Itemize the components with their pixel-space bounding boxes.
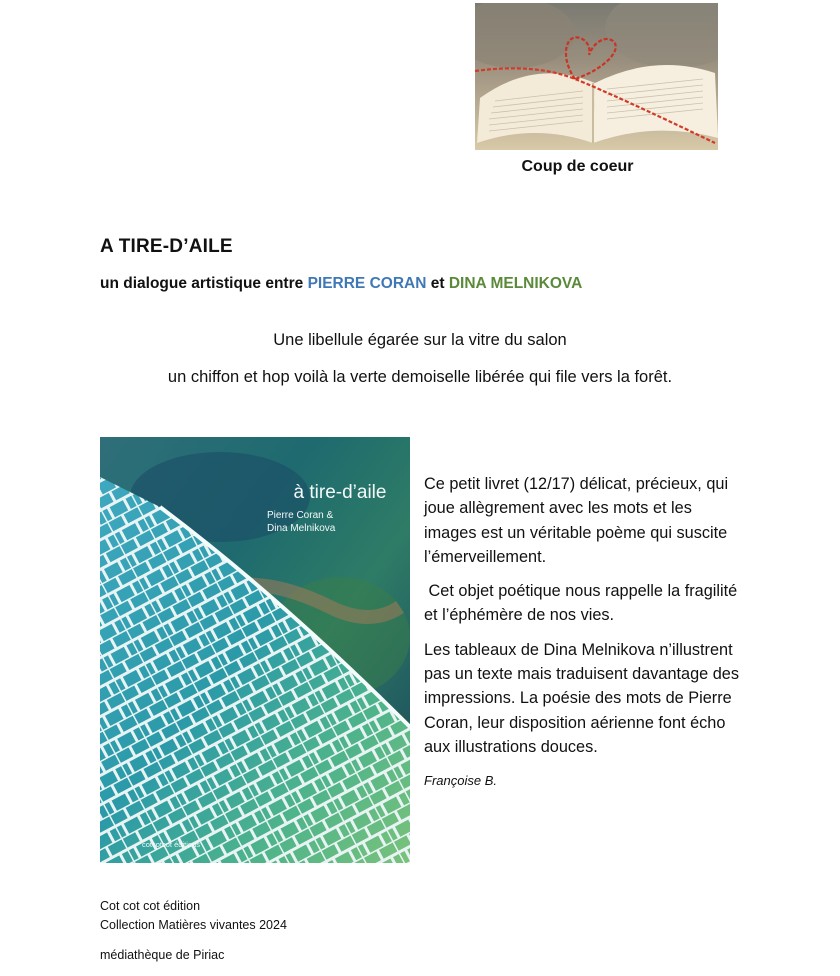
book-subtitle — [100, 275, 582, 293]
review-paragraph-1: Ce petit livret (12/17) délicat, précieux, qui joue allègrement avec les mots et les images est un véritable poème qui suscite l’émerveillement. — [424, 475, 729, 566]
footer-library: médiathèque de Piriac — [100, 948, 225, 962]
footer-collection: Collection Matières vivantes 2024 — [100, 918, 287, 932]
review-text — [424, 472, 744, 804]
review-signature: Françoise B. — [424, 773, 497, 789]
author-pierre-coran: PIERRE CORAN — [307, 275, 427, 292]
intro-line-2: un chiffon et hop voilà la verte demoiselle libérée qui file vers la forêt. — [167, 368, 673, 386]
subtitle-prefix: un dialogue artistique entre — [100, 275, 308, 292]
cover-authors-line-1: Pierre Coran & — [267, 510, 334, 521]
footer-publisher: Cot cot cot édition — [100, 899, 201, 913]
book-cover-image — [100, 437, 410, 863]
book-title: A TIRE-D’AILE — [100, 236, 233, 257]
cover-publisher: cotcotcot éditions — [142, 840, 200, 849]
cover-authors-line-2: Dina Melnikova — [267, 523, 336, 534]
review-paragraph-2: Cet objet poétique nous rappelle la fragilité et l’éphémère de nos vies. — [424, 582, 742, 625]
cover-title: à tire-d’aile — [293, 482, 387, 503]
header-caption: Coup de coeur — [521, 158, 634, 175]
intro-line-1: Une libellule égarée sur la vitre du salon — [273, 331, 567, 349]
book-heart-photo — [475, 3, 718, 150]
subtitle-joiner: et — [426, 275, 449, 292]
author-dina-melnikova: DINA MELNIKOVA — [448, 275, 583, 292]
review-paragraph-3: Les tableaux de Dina Melnikova n’illustrent pas un texte mais traduisent davantage des impressions. La poésie des mots de Pierre Coran, leur disposition aérienne font écho aux illustrations douces. — [424, 640, 739, 756]
